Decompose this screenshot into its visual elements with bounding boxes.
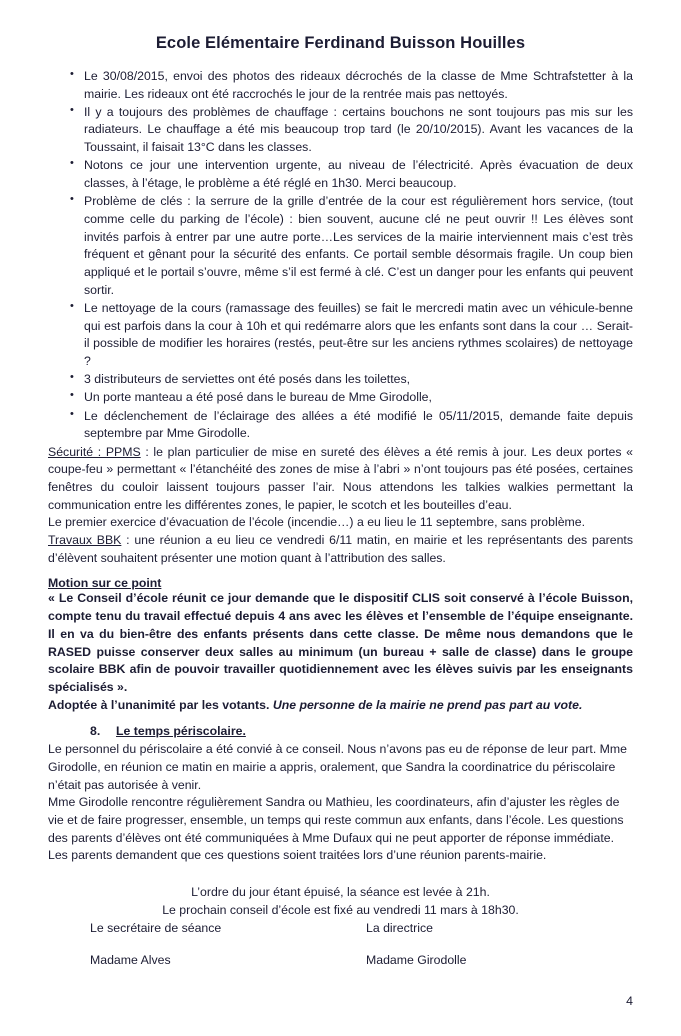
spacer xyxy=(48,714,633,723)
signature-names-row xyxy=(48,952,633,970)
secretary-role: Le secrétaire de séance xyxy=(90,920,222,935)
list-item: • 3 distributeurs de serviettes ont été posés dans les toilettes, xyxy=(70,371,633,389)
spacer xyxy=(48,938,633,947)
director-role: La directrice xyxy=(366,920,433,935)
list-item: • Le 30/08/2015, envoi des photos des rideaux décrochés de la classe de Mme Schtrafstetter à la mairie. Les rideaux ont été raccrochés le jour de la rentrée mais pas nettoyés. xyxy=(70,68,633,103)
list-item: • Un porte manteau a été posé dans le bureau de Mme Girodolle, xyxy=(70,389,633,407)
security-text: : le plan particulier de mise en sureté des élèves a été remis à jour. Les deux portes « coupe-feu » permettant « l’étanchéité des zones de mise à l’abri » n’ont toujours pas été posées, certaines fenêtres du couloir laissent toujours passer l’air. Nous attendons les talkies walkies permettant la communication entre les différentes zones, le papier, le scotch et les bouteilles d’eau. xyxy=(48,444,634,512)
security-paragraph xyxy=(48,444,633,515)
section-8-heading xyxy=(48,723,633,741)
section-8-title: Le temps périscolaire. xyxy=(116,724,246,739)
signature-roles-row xyxy=(48,920,633,938)
motion-heading: Motion sur ce point xyxy=(48,576,162,591)
motion-adopted-text: Adoptée à l’unanimité par les votants. xyxy=(48,697,273,712)
secretary-name: Madame Alves xyxy=(90,952,171,967)
spacer xyxy=(48,865,633,874)
travaux-paragraph xyxy=(48,532,633,567)
page-title: Ecole Elémentaire Ferdinand Buisson Houilles xyxy=(155,34,526,52)
list-item: • Problème de clés : la serrure de la grille d’entrée de la cour est régulièrement hors service, (tout comme celle du parking de l’école) : bien souvent, aucune clé ne peut ouvrir !! Les élèves sont invités parfois à entrer par une autre porte…Les services de la mairie interviennent mais c’est très fréquent et gênant pour la sécurité des enfants. Ce portail semble désormais fragile. Un coup bien appliqué et le portail s’ouvre, même s’il est fermé à clé. C’est un danger pour les enfants qui peuvent sortir. xyxy=(70,193,633,299)
evacuation-paragraph: Le premier exercice d’évacuation de l’école (incendie…) a eu lieu le 11 septembre, sans problème. xyxy=(48,515,586,530)
list-item: • Notons ce jour une intervention urgente, au niveau de l’électricité. Après évacuation de deux classes, à l’étage, le problème a été réglé en 1h30. Merci beaucoup. xyxy=(70,157,633,192)
list-item: • Il y a toujours des problèmes de chauffage : certains bouchons ne sont toujours pas mis sur les radiateurs. Le chauffage a été mis beaucoup trop tard (le 20/10/2015). Avant les vacances de la Toussaint, il faisait 13°C dans les classes. xyxy=(70,104,633,157)
section-8-paragraph-1: Le personnel du périscolaire a été convié à ce conseil. Nous n’avons pas eu de réponse de leur part. Mme Girodolle, en réunion ce matin en mairie a appris, oralement, que Sandra la coordinatrice du périscolaire n’était pas autorisée à venir. xyxy=(48,742,627,792)
list-item: • Le nettoyage de la cours (ramassage des feuilles) se fait le mercredi matin avec un véhicule-benne qui est parfois dans la cour à 10h et qui redémarre alors que les enfants sont dans la cour … Serait-il possible de modifier les horaires (restés, peut-être sur les anciens rythmes scolaires) de nettoyage ? xyxy=(70,300,633,371)
motion-body: « Le Conseil d’école réunit ce jour demande que le dispositif CLIS soit conservé à l’école Buisson, compte tenu du travail effectué depuis 4 ans avec les élèves et l’ensemble de l’équipe enseignante. Il en va du bien-être des enfants présents dans cette classe. De même nous demandons que le RASED puisse conserver deux salles au minimum (un bureau + salle de classe) dans le groupe scolaire BBK afin de pouvoir travailler quotidiennement avec les élèves suivis par les enseignants spécialisés ». xyxy=(48,591,633,694)
spacer xyxy=(48,567,633,576)
section-8-paragraph-2: Mme Girodolle rencontre régulièrement Sandra ou Mathieu, les coordinateurs, afin d’ajuster les règles de vie et de faire progresser, ensemble, un temps qui reste commun aux enfants, dans l’école. Les questions des parents d’élèves ont été communiquées à Mme Dufaux qui ne peut apporter de réponse immédiate. Les parents demandent que ces questions soient traitées lors d’une réunion parents-mairie. xyxy=(48,795,624,863)
spacer xyxy=(48,874,633,883)
closing-line-1: L’ordre du jour étant épuisé, la séance est levée à 21h. xyxy=(191,885,490,900)
closing-line-2: Le prochain conseil d’école est fixé au vendredi 11 mars à 18h30. xyxy=(162,903,519,918)
page-number: 4 xyxy=(626,994,633,1008)
list-item: • Le déclenchement de l’éclairage des allées a été modifié le 05/11/2015, demande faite depuis septembre par Mme Girodolle. xyxy=(70,408,633,443)
section-8-number: 8. xyxy=(90,724,101,739)
issues-bullet-list xyxy=(48,68,633,443)
director-name: Madame Girodolle xyxy=(366,952,467,967)
motion-adopted xyxy=(48,697,633,715)
travaux-label: Travaux BBK xyxy=(48,533,122,548)
motion-adopted-note: Une personne de la mairie ne prend pas part au vote. xyxy=(272,697,583,712)
travaux-text: : une réunion a eu lieu ce vendredi 6/11 matin, en mairie et les représentants des parents d’élèvent souhaitent présenter une motion quant à l’attribution des salles. xyxy=(48,533,633,565)
security-label: Sécurité : PPMS xyxy=(48,444,141,459)
